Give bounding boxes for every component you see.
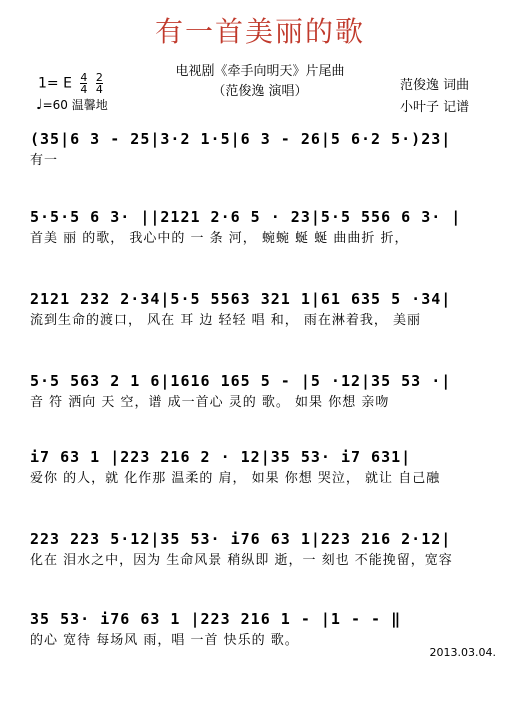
key-label: 1= E bbox=[38, 75, 72, 92]
notation-row: (35|6 3 - 25|3·2 1·5|6 3 - 26|5 6·2 5·)23| bbox=[30, 130, 452, 148]
score-system-2 bbox=[30, 206, 495, 249]
key-signature bbox=[38, 72, 103, 95]
transcription-date: 2013.03.04. bbox=[429, 646, 496, 659]
lyrics-row: 音 符 洒向 天 空，谱 成一首心 灵的 歌。 如果 你想 亲吻 bbox=[30, 395, 390, 410]
score-system-3 bbox=[30, 288, 495, 331]
tempo-marking bbox=[36, 96, 108, 113]
composer-credit: 范俊逸 词曲 bbox=[400, 78, 470, 93]
notation-row: 5·5·5 6 3· ||2121 2·6 5 · 23|5·5 556 6 3· | bbox=[30, 208, 462, 226]
singer-credit: （范俊逸 演唱） bbox=[212, 84, 308, 99]
lyrics-row: 化在 泪水之中，因为 生命风景 稍纵即 逝，一 刻也 不能挽留，宽容 bbox=[30, 553, 453, 568]
quarter-note-icon: ♩ bbox=[36, 97, 43, 113]
score-system-6 bbox=[30, 528, 495, 571]
notation-row: 5·5 563 2 1 6|1616 165 5 - |5 ·12|35 53 ·| bbox=[30, 372, 452, 390]
lyrics-row: 有一 bbox=[30, 153, 59, 168]
lyrics-row: 流到生命的渡口， 风在 耳 边 轻轻 唱 和， 雨在淋着我， 美丽 bbox=[30, 313, 422, 328]
score-system-4 bbox=[30, 370, 495, 413]
lyrics-row: 首美 丽 的歌， 我心中的 一 条 河， 蜿蜿 蜒 蜒 曲曲折 折， bbox=[30, 231, 409, 246]
notation-row: 2121 232 2·34|5·5 5563 321 1|61 635 5 ·34| bbox=[30, 290, 452, 308]
score-system-7 bbox=[30, 608, 495, 651]
lyrics-row: 的心 宽待 每场风 雨，唱 一首 快乐的 歌。 bbox=[30, 633, 299, 648]
song-subtitle: 电视剧《牵手向明天》片尾曲 bbox=[175, 64, 345, 79]
tempo-text: =60 温馨地 bbox=[42, 98, 108, 112]
lyrics-row: 爱你 的人，就 化作那 温柔的 肩， 如果 你想 哭泣， 就让 自己融 bbox=[30, 471, 441, 486]
notation-row: 35 53· i76 63 1 |223 216 1 - |1 - - ‖ bbox=[30, 610, 402, 628]
notation-credit: 小叶子 记谱 bbox=[400, 100, 470, 115]
notation-row: i7 63 1 |223 216 2 · 12|35 53· i7 631| bbox=[30, 448, 412, 466]
score-system-1 bbox=[30, 128, 495, 171]
notation-row: 223 223 5·12|35 53· i76 63 1|223 216 2·12| bbox=[30, 530, 452, 548]
score-system-5 bbox=[30, 446, 495, 489]
time-signature-2: $\frac{2}{4}$ bbox=[95, 71, 103, 96]
time-signature-1: $\frac{4}{4}$ bbox=[80, 71, 88, 96]
song-title: 有一首美丽的歌 bbox=[154, 15, 365, 48]
